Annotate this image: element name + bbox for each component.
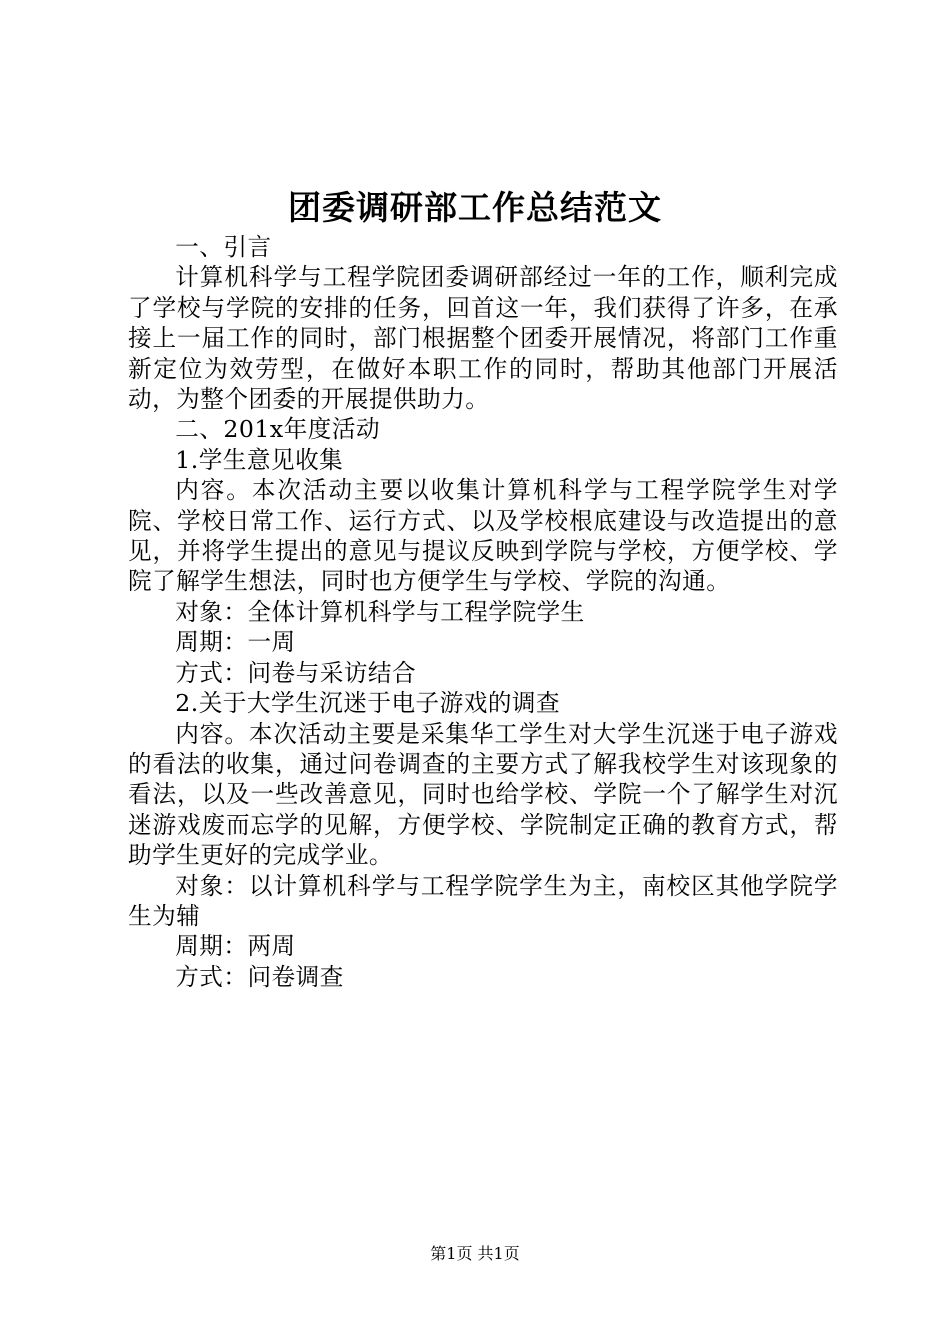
activity-2-method: 方式：问卷调查 bbox=[175, 962, 344, 991]
document-title: 团委调研部工作总结范文 bbox=[288, 188, 662, 227]
activity-2-period: 周期：两周 bbox=[175, 932, 296, 961]
document-body bbox=[128, 232, 838, 992]
page-footer: 第1页 共1页 bbox=[430, 1244, 520, 1263]
section-heading-intro: 一、引言 bbox=[175, 233, 272, 261]
activity-2-heading: 2.关于大学生沉迷于电子游戏的调查 bbox=[175, 689, 561, 718]
activity-1-period: 周期：一周 bbox=[175, 628, 296, 657]
paragraph-intro: 计算机科学与工程学院团委调研部经过一年的工作，顺利完成了学校与学院的安排的任务，回首这一年，我们获得了许多，在承接上一届工作的同时，部门根据整个团委开展情况，将部门工作重新定位为效劳型，在做好本职工作的同时，帮助其他部门开展活动，为整个团委的开展提供助力。 bbox=[128, 263, 838, 414]
activity-1-content: 内容。本次活动主要以收集计算机科学与工程学院学生对学院、学校日常工作、运行方式、以及学校根底建设与改造提出的意见，并将学生提出的意见与提议反映到学院与学校，方便学校、学院了解学生想法，同时也方便学生与学校、学院的沟通。 bbox=[128, 476, 838, 596]
activity-2-content: 内容。本次活动主要是采集华工学生对大学生沉迷于电子游戏的看法的收集，通过问卷调查的主要方式了解我校学生对该现象的看法，以及一些改善意见，同时也给学校、学院一个了解学生对沉迷游戏废而忘学的见解，方便学校、学院制定正确的教育方式，帮助学生更好的完成学业。 bbox=[128, 719, 838, 870]
activity-1-target: 对象：全体计算机科学与工程学院学生 bbox=[175, 597, 585, 626]
activity-2-target: 对象：以计算机科学与工程学院学生为主，南校区其他学院学生为辅 bbox=[128, 871, 838, 930]
activity-1-method: 方式：问卷与采访结合 bbox=[175, 658, 417, 687]
section-heading-activities: 二、201x年度活动 bbox=[175, 415, 381, 444]
activity-1-heading: 1.学生意见收集 bbox=[175, 445, 344, 474]
